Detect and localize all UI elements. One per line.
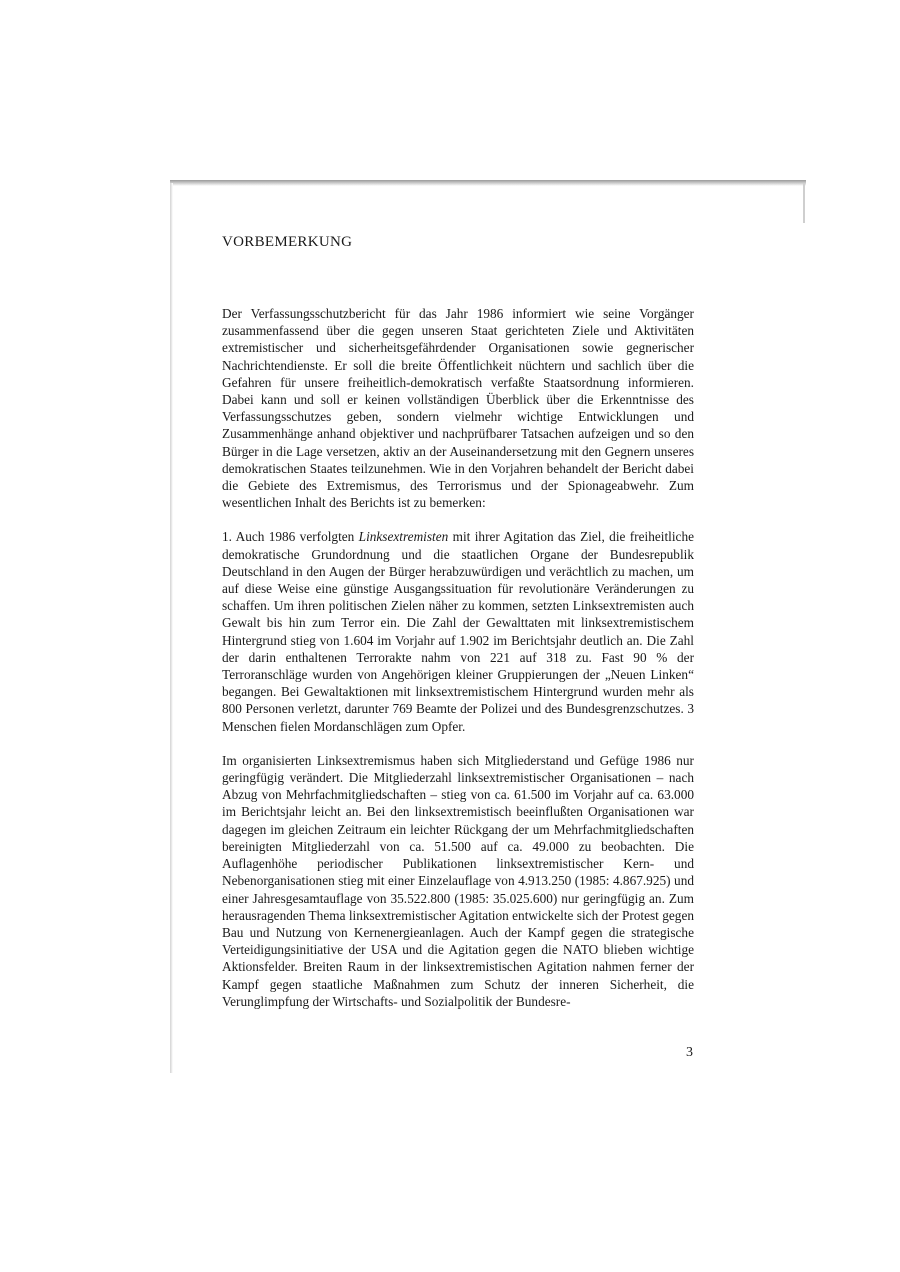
scan-shadow-right (803, 183, 805, 223)
paragraph-point-1-emphasis: Linksextremisten (358, 529, 449, 545)
scan-shadow-left (170, 183, 173, 1073)
paragraph-organised: Im organisierten Linksextremismus haben sich Mitgliederstand und Gefüge 1986 nur geringfügig verändert. Die Mitgliederzahl linksextremistischer Organisationen – nach Abzug von Mehrfachmitgliedschaften – stieg von ca. 61.500 im Vorjahr auf ca. 63.000 im Berichtsjahr leicht an. Bei den linksextremistisch beeinflußten Organisationen war dagegen im gleichen Zeitraum ein leichter Rückgang der um Mehrfachmitgliedschaften bereinigten Mitgliederzahl von ca. 51.500 auf ca. 49.000 zu beobachten. Die Auflagenhöhe periodischer Publikationen linksextremistischer Kern- und Nebenorganisationen stieg mit einer Einzelauflage von 4.913.250 (1985: 4.867.925) und einer Jahresgesamtauflage von 35.522.800 (1985: 35.025.600) nur geringfügig an. Zum herausragenden Thema linksextremistischer Agitation entwickelte sich der Protest gegen Bau und Nutzung von Kernenergieanlagen. Auch der Kampf gegen die strategische Verteidigungsinitiative der USA und die Agitation gegen die NATO blieben wichtige Aktionsfelder. Breiten Raum in der linksextremistischen Agitation nahmen ferner der Kampf gegen staatliche Maßnahmen zum Schutz der inneren Sicherheit, die Verunglimpfung der Wirtschafts- und Sozialpolitik der Bundesre- (222, 752, 694, 1009)
page-heading: VORBEMERKUNG (222, 234, 353, 250)
paragraph-point-1-body: mit ihrer Agitation das Ziel, die freiheitliche demokratische Grundordnung und die staatlichen Organe der Bundesrepublik Deutschland in den Augen der Bürger herabzuwürdigen und verächtlich zu machen, um auf diese Weise eine günstige Ausgangssituation für revolutionäre Veränderungen zu schaffen. Um ihren politischen Zielen näher zu kommen, setzten Linksextremisten auch Gewalt bis hin zum Terror ein. Die Zahl der Gewalttaten mit linksextremistischem Hintergrund stieg von 1.604 im Vorjahr auf 1.902 im Berichtsjahr deutlich an. Die Zahl der darin enthaltenen Terrorakte nahm von 221 auf 318 zu. Fast 90 % der Terroranschläge wurden von Angehörigen kleiner Gruppierungen der „Neuen Linken“ begangen. Bei Gewaltaktionen mit linksextremistischem Hintergrund wurden mehr als 800 Personen verletzt, darunter 769 Beamte der Polizei und des Bundesgrenzschutzes. 3 Menschen fielen Mordanschlägen zum Opfer. (222, 529, 694, 734)
paragraph-point-1-lead: 1. Auch 1986 verfolgten (222, 529, 359, 545)
document-page (222, 232, 694, 1027)
paragraph-point-1 (222, 528, 694, 734)
page-number: 3 (686, 1045, 693, 1060)
scan-shadow-top (170, 180, 806, 186)
paragraph-intro: Der Verfassungsschutzbericht für das Jahr 1986 informiert wie seine Vorgänger zusammenfassend über die gegen unseren Staat gerichteten Ziele und Aktivitäten extremistischer und sicherheitsgefährdender Organisationen sowie gegnerischer Nachrichtendienste. Er soll die breite Öffentlichkeit nüchtern und sachlich über die Gefahren für unsere freiheitlich-demokratisch verfaßte Staatsordnung informieren. Dabei kann und soll er keinen vollständigen Überblick über die Erkenntnisse des Verfassungsschutzes geben, sondern vielmehr wichtige Entwicklungen und Zusammenhänge anhand objektiver und nachprüfbarer Tatsachen aufzeigen und so den Bürger in die Lage versetzen, aktiv an der Auseinandersetzung mit den Gegnern unseres demokratischen Staates teilzunehmen. Wie in den Vorjahren behandelt der Bericht dabei die Gebiete des Extremismus, des Terrorismus und der Spionageabwehr. Zum wesentlichen Inhalt des Berichts ist zu bemerken: (222, 306, 694, 511)
